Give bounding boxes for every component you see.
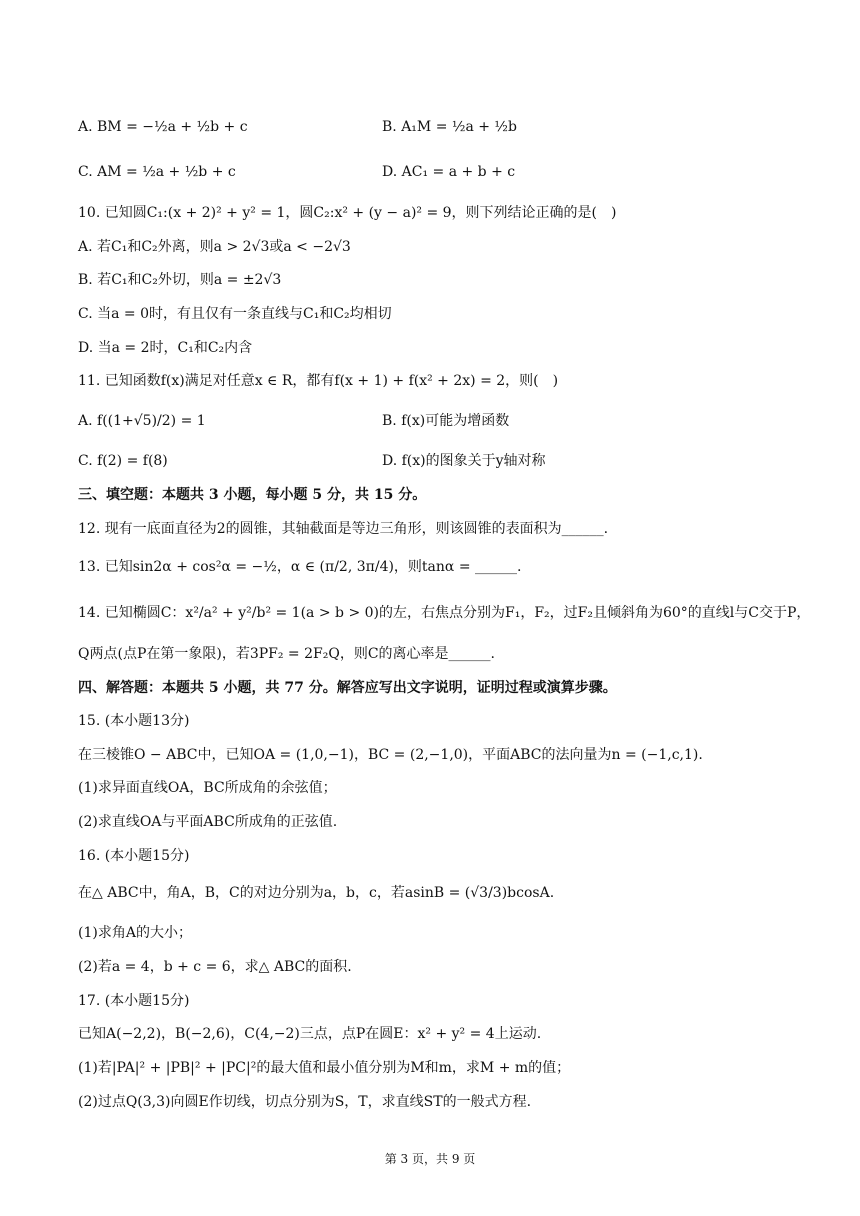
q16-part2: (2)若a = 4，b + c = 6，求△ ABC的面积. bbox=[78, 959, 352, 975]
q17-part2: (2)过点Q(3,3)向圆E作切线，切点分别为S，T，求直线ST的一般式方程. bbox=[78, 1094, 532, 1110]
q15-part1: (1)求异面直线OA，BC所成角的余弦值； bbox=[78, 780, 337, 796]
q14-line2: Q两点(点P在第一象限)，若3PF₂ = 2F₂Q，则C的离心率是______. bbox=[78, 646, 495, 662]
section-fill-in-blank-heading: 三、填空题：本题共 3 小题，每小题 5 分，共 15 分。 bbox=[78, 487, 427, 503]
q11-option-c: C. f(2) = f(8) bbox=[78, 453, 168, 469]
q9-option-d: D. AC₁ = a + b + c bbox=[382, 164, 516, 180]
q10-stem: 10. 已知圆C₁:(x + 2)² + y² = 1，圆C₂:x² + (y − a)² = 9，则下列结论正确的是( ) bbox=[78, 205, 617, 221]
q11-option-b: B. f(x)可能为增函数 bbox=[382, 413, 510, 429]
q9-option-c: C. AM = ½a + ½b + c bbox=[78, 164, 236, 180]
q9-option-b: B. A₁M = ½a + ½b bbox=[382, 119, 517, 135]
q15-header: 15. (本小题13分) bbox=[78, 713, 190, 729]
q15-part2: (2)求直线OA与平面ABC所成角的正弦值. bbox=[78, 814, 338, 830]
q13-text: 13. 已知sin2α + cos²α = −½，α ∈ (π/2, 3π/4)，则tanα = ______. bbox=[78, 559, 522, 575]
section-answer-heading: 四、解答题：本题共 5 小题，共 77 分。解答应写出文字说明，证明过程或演算步骤。 bbox=[78, 680, 617, 696]
q16-stem: 在△ ABC中，角A，B，C的对边分别为a，b，c，若asinB = (√3/3)bcosA. bbox=[78, 885, 555, 901]
q10-option-c: C. 当a = 0时，有且仅有一条直线与C₁和C₂均相切 bbox=[78, 306, 392, 322]
q10-option-b: B. 若C₁和C₂外切，则a = ±2√3 bbox=[78, 272, 282, 288]
q17-header: 17. (本小题15分) bbox=[78, 993, 190, 1009]
q15-stem: 在三棱锥O − ABC中，已知OA = (1,0,−1)，BC = (2,−1,0)，平面ABC的法向量为n = (−1,c,1). bbox=[78, 747, 703, 763]
q16-header: 16. (本小题15分) bbox=[78, 848, 190, 864]
q11-option-d: D. f(x)的图象关于y轴对称 bbox=[382, 453, 546, 469]
q9-option-a: A. BM = −½a + ½b + c bbox=[78, 119, 248, 135]
q17-part1: (1)若|PA|² + |PB|² + |PC|²的最大值和最小值分别为M和m，求M + m的值； bbox=[78, 1060, 571, 1076]
q14-line1: 14. 已知椭圆C：x²/a² + y²/b² = 1(a > b > 0)的左，右焦点分别为F₁，F₂，过F₂且倾斜角为60°的直线l与C交于P， bbox=[78, 605, 811, 621]
q17-stem: 已知A(−2,2)，B(−2,6)，C(4,−2)三点，点P在圆E：x² + y² = 4上运动. bbox=[78, 1026, 542, 1042]
q16-part1: (1)求角A的大小； bbox=[78, 925, 192, 941]
q11-stem: 11. 已知函数f(x)满足对任意x ∈ R，都有f(x + 1) + f(x² + 2x) = 2，则( ) bbox=[78, 373, 559, 389]
q10-option-d: D. 当a = 2时，C₁和C₂内含 bbox=[78, 340, 253, 356]
page-footer: 第 3 页，共 9 页 bbox=[384, 1152, 476, 1166]
q12-text: 12. 现有一底面直径为2的圆锥，其轴截面是等边三角形，则该圆锥的表面积为______. bbox=[78, 521, 609, 537]
q10-option-a: A. 若C₁和C₂外离，则a > 2√3或a < −2√3 bbox=[78, 239, 351, 255]
q11-option-a: A. f((1+√5)/2) = 1 bbox=[78, 413, 206, 429]
